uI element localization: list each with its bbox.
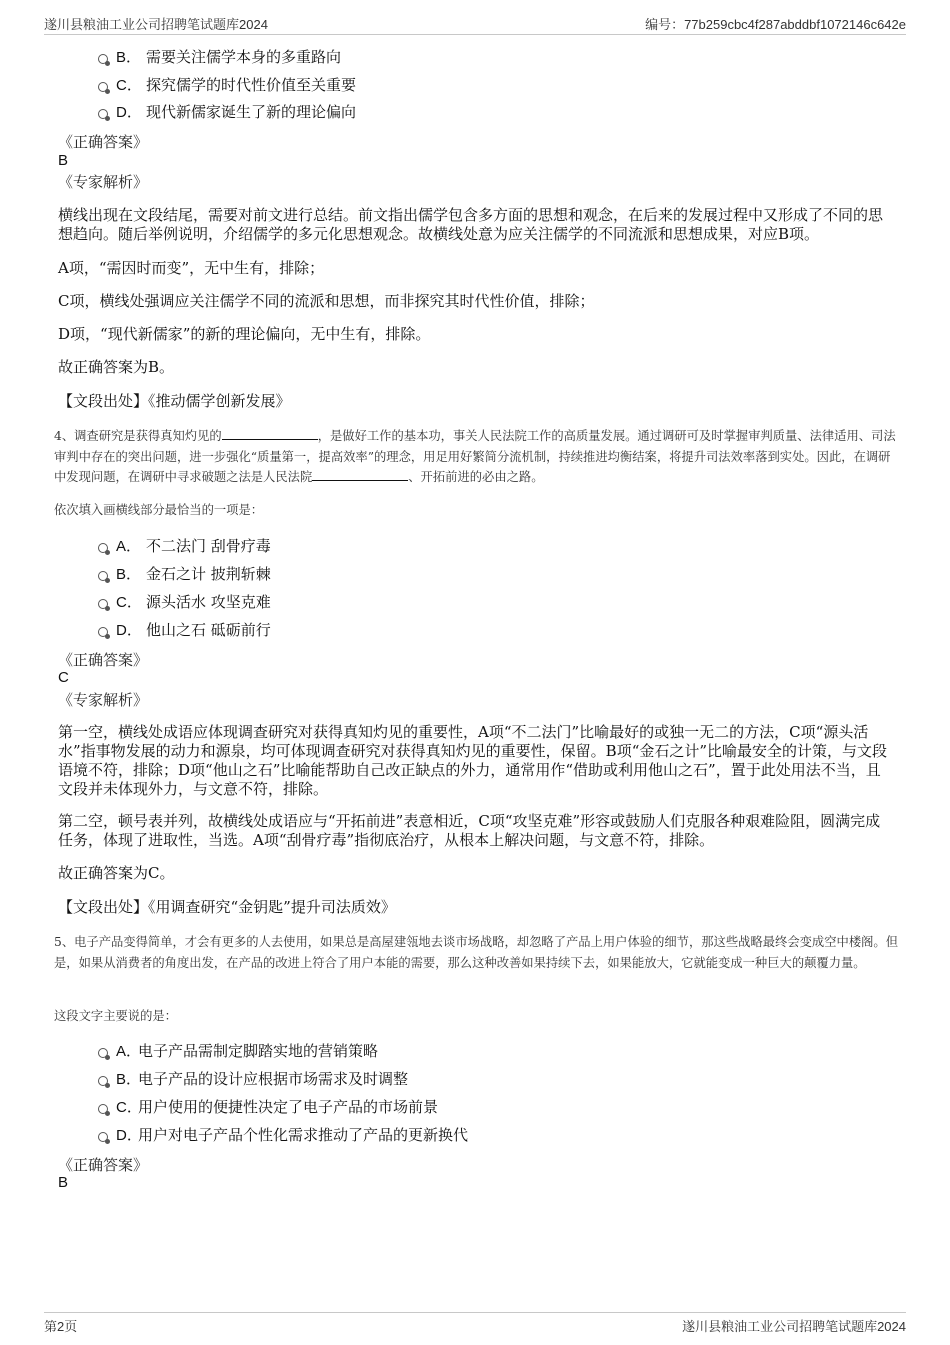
source-citation: 【文段出处】《用调查研究“金钥匙”提升司法质效》 (58, 898, 396, 916)
footer-title: 遂川县粮油工业公司招聘笔试题库2024 (682, 1319, 906, 1334)
question-4-stem: 4、调查研究是获得真知灼见的 ，是做好工作的基本功，事关人民法院工作的高质量发展。通过调研可及时掌握审判质量、法律适用、司法审判中存在的突出问题，进一步强化“质量第一，提高效率”的理念，用足用好繁简分流机制，持续推进均衡结案，将提升司法效率落到实处。因此，在调研中发现问题，在调研中寻求破题之法是人民法院 、开拓前进的必由之路。 (54, 429, 896, 484)
question-prompt: 这段文字主要说的是： (54, 1009, 177, 1023)
radio-icon[interactable] (98, 1104, 108, 1114)
analysis-paragraph: 第二空，顿号表并列，故横线处成语应与“开拓前进”表意相近，C项“攻坚克难”形容或鼓励人们克服各种艰难险阻，圆满完成任务，体现了进取性，当选。A项“刮骨疗毒”指彻底治疗，从根本上解决问题，与文意不符，排除。 (58, 812, 881, 849)
analysis-paragraph: C项，横线处强调应关注儒学不同的流派和思想，而非探究其时代性价值，排除； (58, 292, 595, 310)
page-number: 第2页 (44, 1319, 78, 1334)
question-prompt: 依次填入画横线部分最恰当的一项是： (54, 503, 264, 517)
option-b[interactable]: B． 金石之计 披荆斩棘 (98, 564, 271, 584)
answer-value: B (58, 1174, 69, 1191)
option-c[interactable]: C． 源头活水 攻坚克难 (98, 592, 271, 612)
radio-icon[interactable] (98, 1048, 108, 1058)
radio-icon[interactable] (98, 571, 108, 581)
option-c[interactable]: C．用户使用的便捷性决定了电子产品的市场前景 (98, 1097, 438, 1117)
option-c[interactable]: C． 探究儒学的时代性价值至关重要 (98, 75, 356, 95)
analysis-paragraph: 第一空，横线处成语应体现调查研究对获得真知灼见的重要性，A项“不二法门”比喻最好的或独一无二的方法，C项“源头活水”指事物发展的动力和源泉，均可体现调查研究对获得真知灼见的重要性，保留。B项“金石之计”比喻最安全的计策，与文段语境不符，排除；D项“他山之石”比喻能帮助自己改正缺点的外力，通常用作“借助或利用他山之石”，置于此处用法不当，且文段并未体现外力，与文意不符，排除。 (58, 723, 888, 798)
option-a[interactable]: A．电子产品需制定脚踏实地的营销策略 (98, 1041, 378, 1061)
source-citation: 【文段出处】《推动儒学创新发展》 (58, 392, 291, 410)
radio-icon[interactable] (98, 54, 108, 64)
radio-icon[interactable] (98, 109, 108, 119)
page-footer (44, 1312, 906, 1333)
radio-icon[interactable] (98, 543, 108, 553)
fill-blank (222, 427, 318, 440)
answer-value: B (58, 152, 69, 169)
page-header (44, 12, 906, 35)
radio-icon[interactable] (98, 1076, 108, 1086)
analysis-paragraph: A项，“需因时而变”，无中生有，排除； (58, 259, 325, 277)
question-5-stem: 5、电子产品变得简单，才会有更多的人去使用，如果总是高屋建瓴地去谈市场战略，却忽略了产品上用户体验的细节，那这些战略最终会变成空中楼阁。但是，如果从消费者的角度出发，在产品的改进上符合了用户本能的需要，那么这种改善如果持续下去，如果能放大，它就能变成一种巨大的颠覆力量。 (54, 935, 899, 970)
analysis-paragraph: D项，“现代新儒家”的新的理论偏向，无中生有，排除。 (58, 325, 431, 343)
analysis-conclusion: 故正确答案为B。 (58, 358, 175, 376)
option-d[interactable]: D． 他山之石 砥砺前行 (98, 620, 271, 640)
header-code: 编号：77b259cbc4f287abddbf1072146c642e (645, 17, 906, 32)
option-d[interactable]: D．用户对电子产品个性化需求推动了产品的更新换代 (98, 1125, 468, 1145)
option-b[interactable]: B． 需要关注儒学本身的多重路向 (98, 47, 341, 67)
analysis-label: 《专家解析》 (58, 173, 149, 191)
radio-icon[interactable] (98, 82, 108, 92)
analysis-paragraph: 横线出现在文段结尾，需要对前文进行总结。前文指出儒学包含多方面的思想和观念，在后来的发展过程中又形成了不同的思想趋向。随后举例说明，介绍儒学的多元化思想观念。故横线处意为应关注儒学的不同流派和思想成果，对应B项。 (58, 206, 884, 243)
option-d[interactable]: D． 现代新儒家诞生了新的理论偏向 (98, 102, 356, 122)
analysis-conclusion: 故正确答案为C。 (58, 864, 175, 882)
answer-label: 《正确答案》 (58, 1156, 149, 1174)
option-a[interactable]: A． 不二法门 刮骨疗毒 (98, 536, 271, 556)
answer-label: 《正确答案》 (58, 133, 149, 151)
header-title: 遂川县粮油工业公司招聘笔试题库2024 (44, 17, 268, 32)
fill-blank (312, 468, 408, 481)
radio-icon[interactable] (98, 599, 108, 609)
answer-label: 《正确答案》 (58, 651, 149, 669)
answer-value: C (58, 669, 69, 686)
option-b[interactable]: B．电子产品的设计应根据市场需求及时调整 (98, 1069, 408, 1089)
analysis-label: 《专家解析》 (58, 691, 149, 709)
radio-icon[interactable] (98, 627, 108, 637)
radio-icon[interactable] (98, 1132, 108, 1142)
